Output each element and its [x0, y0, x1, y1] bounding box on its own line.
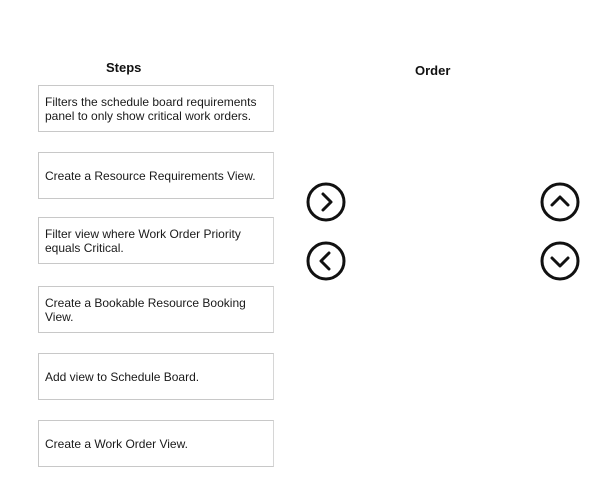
step-item[interactable] — [38, 85, 274, 132]
move-down-button[interactable] — [540, 241, 580, 281]
chevron-up-circle-icon — [540, 182, 580, 222]
step-label: Add view to Schedule Board. — [45, 369, 200, 384]
order-list[interactable] — [372, 85, 502, 468]
step-item[interactable] — [38, 152, 274, 199]
chevron-down-circle-icon — [540, 241, 580, 281]
step-item[interactable] — [38, 420, 274, 467]
chevron-left-circle-icon — [306, 241, 346, 281]
step-item[interactable] — [38, 286, 274, 333]
move-left-button[interactable] — [306, 241, 346, 281]
step-label: Filter view where Work Order Priority equals Critical. — [45, 226, 241, 255]
step-item[interactable] — [38, 353, 274, 400]
chevron-right-circle-icon — [306, 182, 346, 222]
steps-heading: Steps — [106, 60, 142, 75]
step-label: Create a Bookable Resource Booking View. — [45, 295, 246, 324]
step-label: Create a Resource Requirements View. — [45, 168, 256, 183]
move-right-button[interactable] — [306, 182, 346, 222]
move-up-button[interactable] — [540, 182, 580, 222]
step-label: Create a Work Order View. — [45, 436, 188, 451]
step-item[interactable] — [38, 217, 274, 264]
step-label: Filters the schedule board requirements panel to only show critical work orders. — [45, 95, 257, 123]
order-heading: Order — [415, 63, 451, 78]
